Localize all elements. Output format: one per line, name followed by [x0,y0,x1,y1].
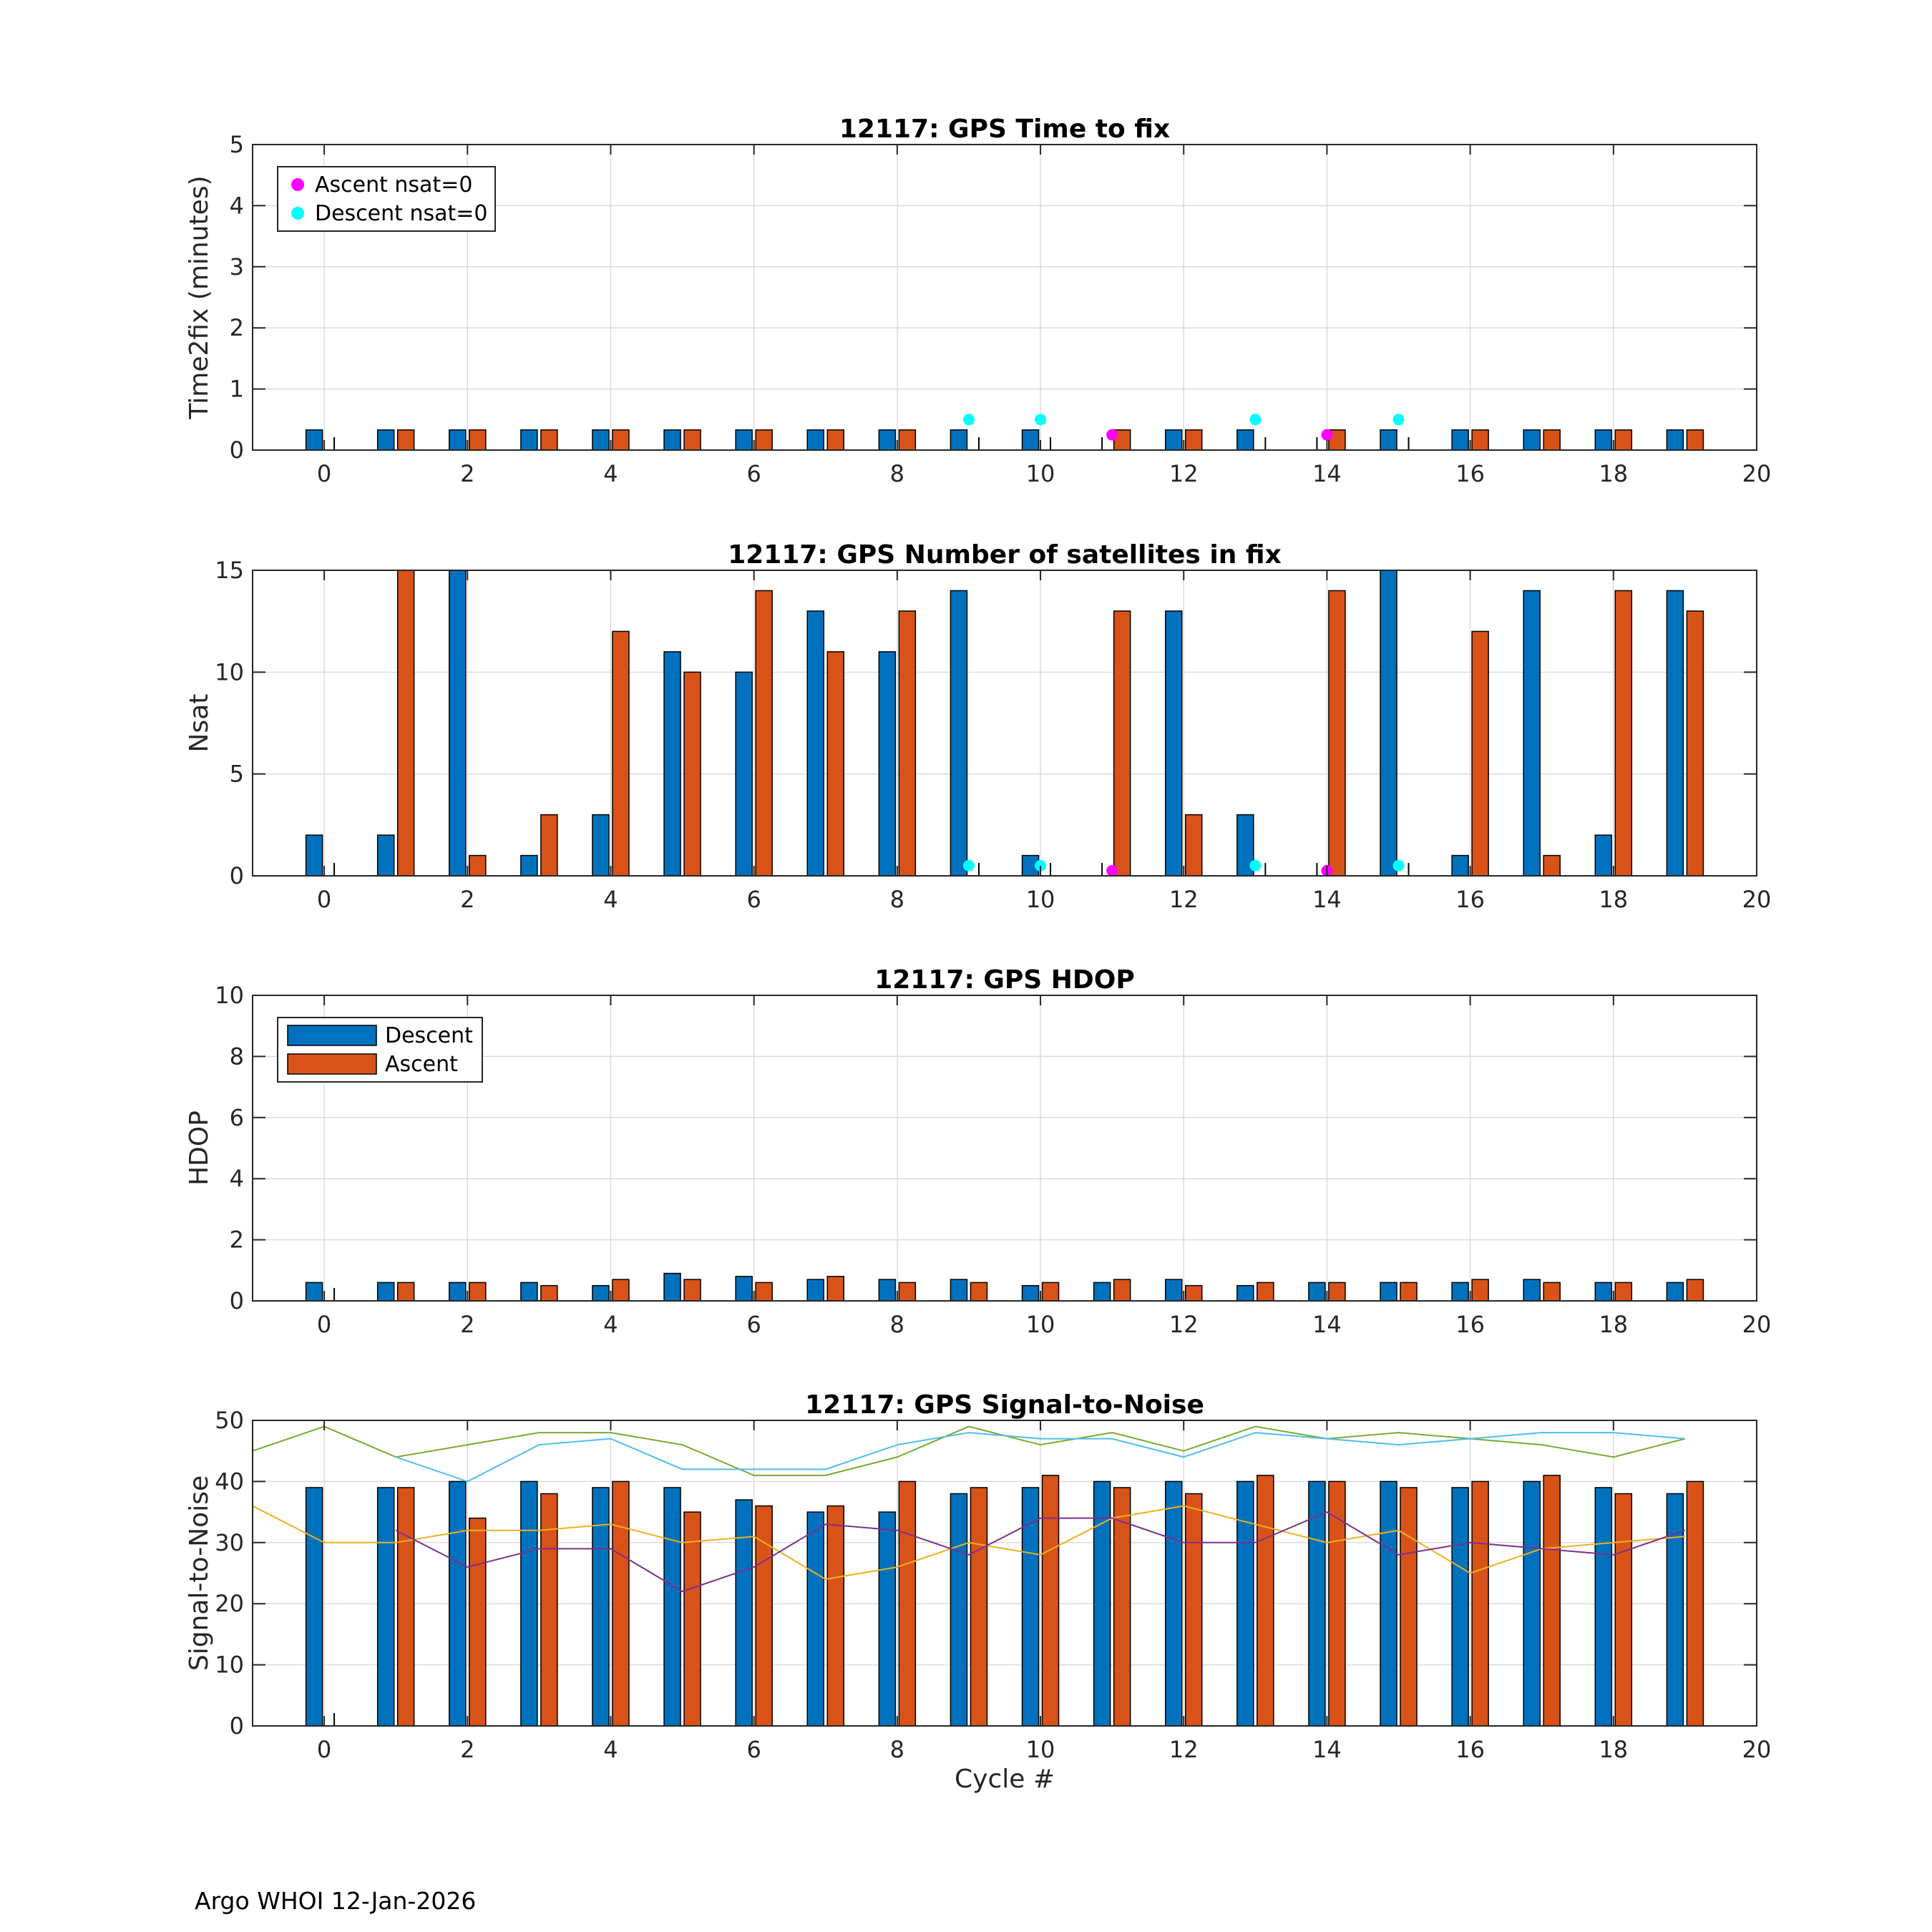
ascent-bar [398,570,414,876]
ascent-bar [1043,1282,1059,1301]
ascent-bar [1687,1279,1703,1301]
ascent-bar [684,1279,701,1301]
ascent-nsat0-marker [1321,429,1332,441]
ascent-bar [1400,1488,1417,1726]
x-tick-label: 6 [746,886,761,913]
ascent-bar [1043,1475,1059,1726]
ascent-bar [756,430,772,450]
x-tick-label: 10 [1025,460,1055,487]
descent-bar [950,590,967,876]
x-tick-label: 16 [1455,1311,1485,1338]
ascent-bar [1114,611,1131,876]
descent-nsat0-marker [1393,414,1405,425]
ascent-bar [1543,430,1560,450]
descent-bar [950,1493,967,1726]
y-axis-label: HDOP [185,1111,214,1186]
ascent-bar [1186,1286,1202,1301]
x-tick-label: 8 [889,460,905,487]
descent-bar [521,856,537,876]
descent-nsat0-marker [1249,414,1261,425]
ascent-bar [398,1488,414,1726]
x-tick-label: 20 [1742,460,1772,487]
y-tick-label: 20 [215,1590,244,1618]
x-tick-label: 20 [1742,1311,1772,1338]
ascent-bar [1472,1279,1488,1301]
ascent-bar [398,430,414,450]
y-tick-label: 4 [229,192,244,220]
y-tick-label: 5 [229,760,244,788]
descent-bar [736,1277,752,1301]
ascent-bar [970,1282,987,1301]
y-tick-label: 10 [215,982,244,1009]
y-tick-label: 5 [229,131,244,158]
y-tick-label: 0 [229,436,244,464]
descent-bar [378,430,394,450]
ascent-bar [613,430,629,450]
descent-bar [1166,1481,1182,1726]
ascent-bar [1257,1282,1274,1301]
ascent-bar [469,430,486,450]
descent-bar [1452,856,1468,876]
ascent-bar [827,652,844,876]
ascent-bar [1543,856,1560,876]
x-tick-label: 2 [460,1311,475,1338]
ascent-bar [613,1481,629,1726]
y-tick-label: 3 [229,253,244,280]
x-tick-label: 2 [460,886,475,913]
ascent-bar [756,1282,772,1301]
descent-bar [521,1481,537,1726]
ascent-bar [1615,1493,1631,1726]
ascent-bar [469,1518,486,1726]
ascent-bar [1186,1493,1202,1726]
x-tick-label: 18 [1599,460,1629,487]
descent-bar [592,1488,609,1726]
descent-nsat0-marker [1249,860,1261,872]
descent-bar [1667,430,1683,450]
x-tick-label: 12 [1169,886,1199,913]
descent-bar [592,815,609,876]
legend-label: Ascent nsat=0 [315,172,473,197]
descent-bar [1523,590,1540,876]
descent-bar [950,1279,967,1301]
ascent-bar [827,1277,844,1301]
ascent-bar [1186,815,1202,876]
x-tick-label: 14 [1312,886,1342,913]
descent-bar [449,1481,466,1726]
x-tick-label: 12 [1169,460,1199,487]
legend-descent-nsat0-marker [291,207,304,220]
descent-nsat0-marker [963,414,975,425]
y-tick-label: 2 [229,314,244,342]
x-tick-label: 14 [1312,1736,1342,1763]
ascent-bar [469,856,486,876]
descent-bar [592,1286,609,1301]
y-tick-label: 40 [215,1468,244,1496]
ascent-bar [970,1488,987,1726]
descent-bar [1667,1493,1683,1726]
descent-bar [664,1488,680,1726]
descent-bar [1595,1282,1611,1301]
descent-bar [1523,1481,1540,1726]
descent-bar [306,1282,323,1301]
ascent-bar [1257,1475,1274,1726]
descent-bar [592,430,609,450]
ascent-bar [827,1506,844,1726]
legend-descent-swatch [288,1025,376,1045]
chart-title: 12117: GPS HDOP [874,965,1135,995]
legend [278,167,495,231]
y-tick-label: 2 [229,1226,244,1254]
descent-bar [1595,430,1611,450]
ascent-bar [684,430,701,450]
descent-bar [1523,1279,1540,1301]
ascent-bar [1329,590,1345,876]
legend-label: Ascent [385,1052,458,1077]
descent-bar [378,1282,394,1301]
descent-bar [807,1512,824,1726]
descent-bar [664,430,680,450]
descent-bar [1452,1488,1468,1726]
descent-bar [1667,590,1683,876]
chart-panel-2 [185,540,1771,913]
descent-bar [1452,430,1468,450]
y-axis-label: Nsat [185,693,214,753]
descent-bar [306,430,323,450]
descent-bar [306,1488,323,1726]
legend-label: Descent nsat=0 [315,201,488,226]
y-tick-label: 6 [229,1103,244,1131]
chart-panel-1 [185,114,1771,487]
x-tick-label: 18 [1599,1311,1629,1338]
descent-bar [1523,430,1540,450]
y-tick-label: 50 [215,1407,244,1434]
legend-ascent-swatch [288,1054,376,1074]
chart-panel-3 [185,965,1771,1338]
ascent-nsat0-marker [1106,865,1118,877]
descent-bar [1237,1481,1254,1726]
descent-bar [449,570,466,876]
y-tick-label: 8 [229,1043,244,1070]
y-axis-label: Time2fix (minutes) [185,175,214,419]
descent-bar [1380,570,1397,876]
x-tick-label: 4 [603,460,618,487]
ascent-bar [899,611,915,876]
descent-bar [378,1488,394,1726]
descent-bar [1667,1282,1683,1301]
descent-bar [1595,1488,1611,1726]
descent-bar [879,1279,895,1301]
descent-bar [449,1282,466,1301]
descent-bar [807,430,824,450]
descent-nsat0-marker [1393,860,1405,872]
x-tick-label: 6 [746,1736,761,1763]
x-tick-label: 10 [1025,1736,1055,1763]
chart-title: 12117: GPS Number of satellites in fix [728,540,1282,570]
descent-bar [1595,835,1611,876]
descent-bar [736,1500,752,1726]
x-tick-label: 18 [1599,886,1629,913]
footer-text: Argo WHOI 12-Jan-2026 [195,1887,477,1915]
x-tick-label: 16 [1455,1736,1485,1763]
ascent-bar [1615,590,1631,876]
x-tick-label: 20 [1742,1736,1772,1763]
ascent-bar [541,430,557,450]
ascent-bar [541,815,557,876]
ascent-bar [1472,430,1488,450]
descent-bar [1237,430,1254,450]
x-tick-label: 2 [460,460,475,487]
y-tick-label: 15 [215,557,244,584]
y-tick-label: 30 [215,1528,244,1556]
ascent-bar [827,430,844,450]
legend [278,1018,482,1082]
descent-bar [736,430,752,450]
ascent-bar [469,1282,486,1301]
descent-nsat0-marker [963,860,975,872]
y-tick-label: 0 [229,1712,244,1740]
descent-bar [950,430,967,450]
ascent-bar [541,1286,557,1301]
x-tick-label: 8 [889,886,905,913]
descent-bar [1166,611,1182,876]
descent-bar [1380,1282,1397,1301]
descent-bar [521,1282,537,1301]
descent-bar [521,430,537,450]
ascent-nsat0-marker [1106,429,1118,441]
descent-bar [664,1274,680,1301]
ascent-bar [1472,631,1488,876]
x-tick-label: 0 [316,1311,332,1338]
ascent-bar [1400,1282,1417,1301]
x-tick-label: 0 [316,460,332,487]
x-tick-label: 10 [1025,886,1055,913]
x-tick-label: 18 [1599,1736,1629,1763]
descent-bar [1023,1286,1039,1301]
descent-bar [1166,430,1182,450]
x-tick-label: 4 [603,886,618,913]
y-tick-label: 0 [229,1287,244,1314]
x-tick-label: 16 [1455,460,1485,487]
ascent-bar [899,1481,915,1726]
descent-bar [306,835,323,876]
descent-bar [1309,1282,1325,1301]
x-tick-label: 12 [1169,1311,1199,1338]
descent-bar [1237,1286,1254,1301]
descent-bar [1452,1282,1468,1301]
y-tick-label: 10 [215,658,244,686]
descent-bar [879,652,895,876]
ascent-bar [1114,1279,1131,1301]
ascent-bar [1543,1475,1560,1726]
descent-bar [807,611,824,876]
descent-bar [1380,430,1397,450]
y-axis-label: Signal-to-Noise [185,1475,214,1672]
y-tick-label: 10 [215,1651,244,1679]
x-tick-label: 2 [460,1736,475,1763]
ascent-bar [1329,1282,1345,1301]
x-tick-label: 8 [889,1736,905,1763]
descent-bar [879,1512,895,1726]
descent-bar [736,672,752,876]
chart-title: 12117: GPS Signal-to-Noise [805,1390,1204,1420]
y-tick-label: 0 [229,862,244,889]
x-tick-label: 10 [1025,1311,1055,1338]
ascent-bar [398,1282,414,1301]
x-tick-label: 14 [1312,1311,1342,1338]
x-tick-label: 6 [746,460,761,487]
x-tick-label: 16 [1455,886,1485,913]
descent-bar [1023,430,1039,450]
ascent-bar [684,1512,701,1726]
chart-title: 12117: GPS Time to fix [839,114,1171,144]
x-tick-label: 8 [889,1311,905,1338]
ascent-bar [1687,611,1703,876]
descent-bar [1094,1282,1111,1301]
x-tick-label: 4 [603,1736,618,1763]
x-axis-label: Cycle # [955,1765,1055,1794]
y-tick-label: 1 [229,375,244,403]
descent-bar [664,652,680,876]
descent-bar [879,430,895,450]
legend-ascent-nsat0-marker [291,178,304,191]
x-tick-label: 4 [603,1311,618,1338]
ascent-bar [1687,1481,1703,1726]
x-tick-label: 6 [746,1311,761,1338]
x-tick-label: 0 [316,886,332,913]
descent-nsat0-marker [1035,414,1046,425]
ascent-bar [756,590,772,876]
ascent-bar [684,672,701,876]
ascent-bar [899,1282,915,1301]
descent-bar [1166,1279,1182,1301]
legend-label: Descent [385,1023,473,1048]
x-tick-label: 0 [316,1736,332,1763]
x-tick-label: 20 [1742,886,1772,913]
ascent-bar [613,1279,629,1301]
ascent-bar [1543,1282,1560,1301]
descent-bar [807,1279,824,1301]
x-tick-label: 12 [1169,1736,1199,1763]
descent-bar [1380,1481,1397,1726]
ascent-bar [613,631,629,876]
ascent-bar [899,430,915,450]
descent-bar [378,835,394,876]
ascent-bar [1472,1481,1488,1726]
ascent-bar [1615,430,1631,450]
y-tick-label: 4 [229,1165,244,1193]
ascent-bar [1615,1282,1631,1301]
ascent-bar [1186,430,1202,450]
descent-bar [449,430,466,450]
x-tick-label: 14 [1312,460,1342,487]
ascent-bar [1687,430,1703,450]
